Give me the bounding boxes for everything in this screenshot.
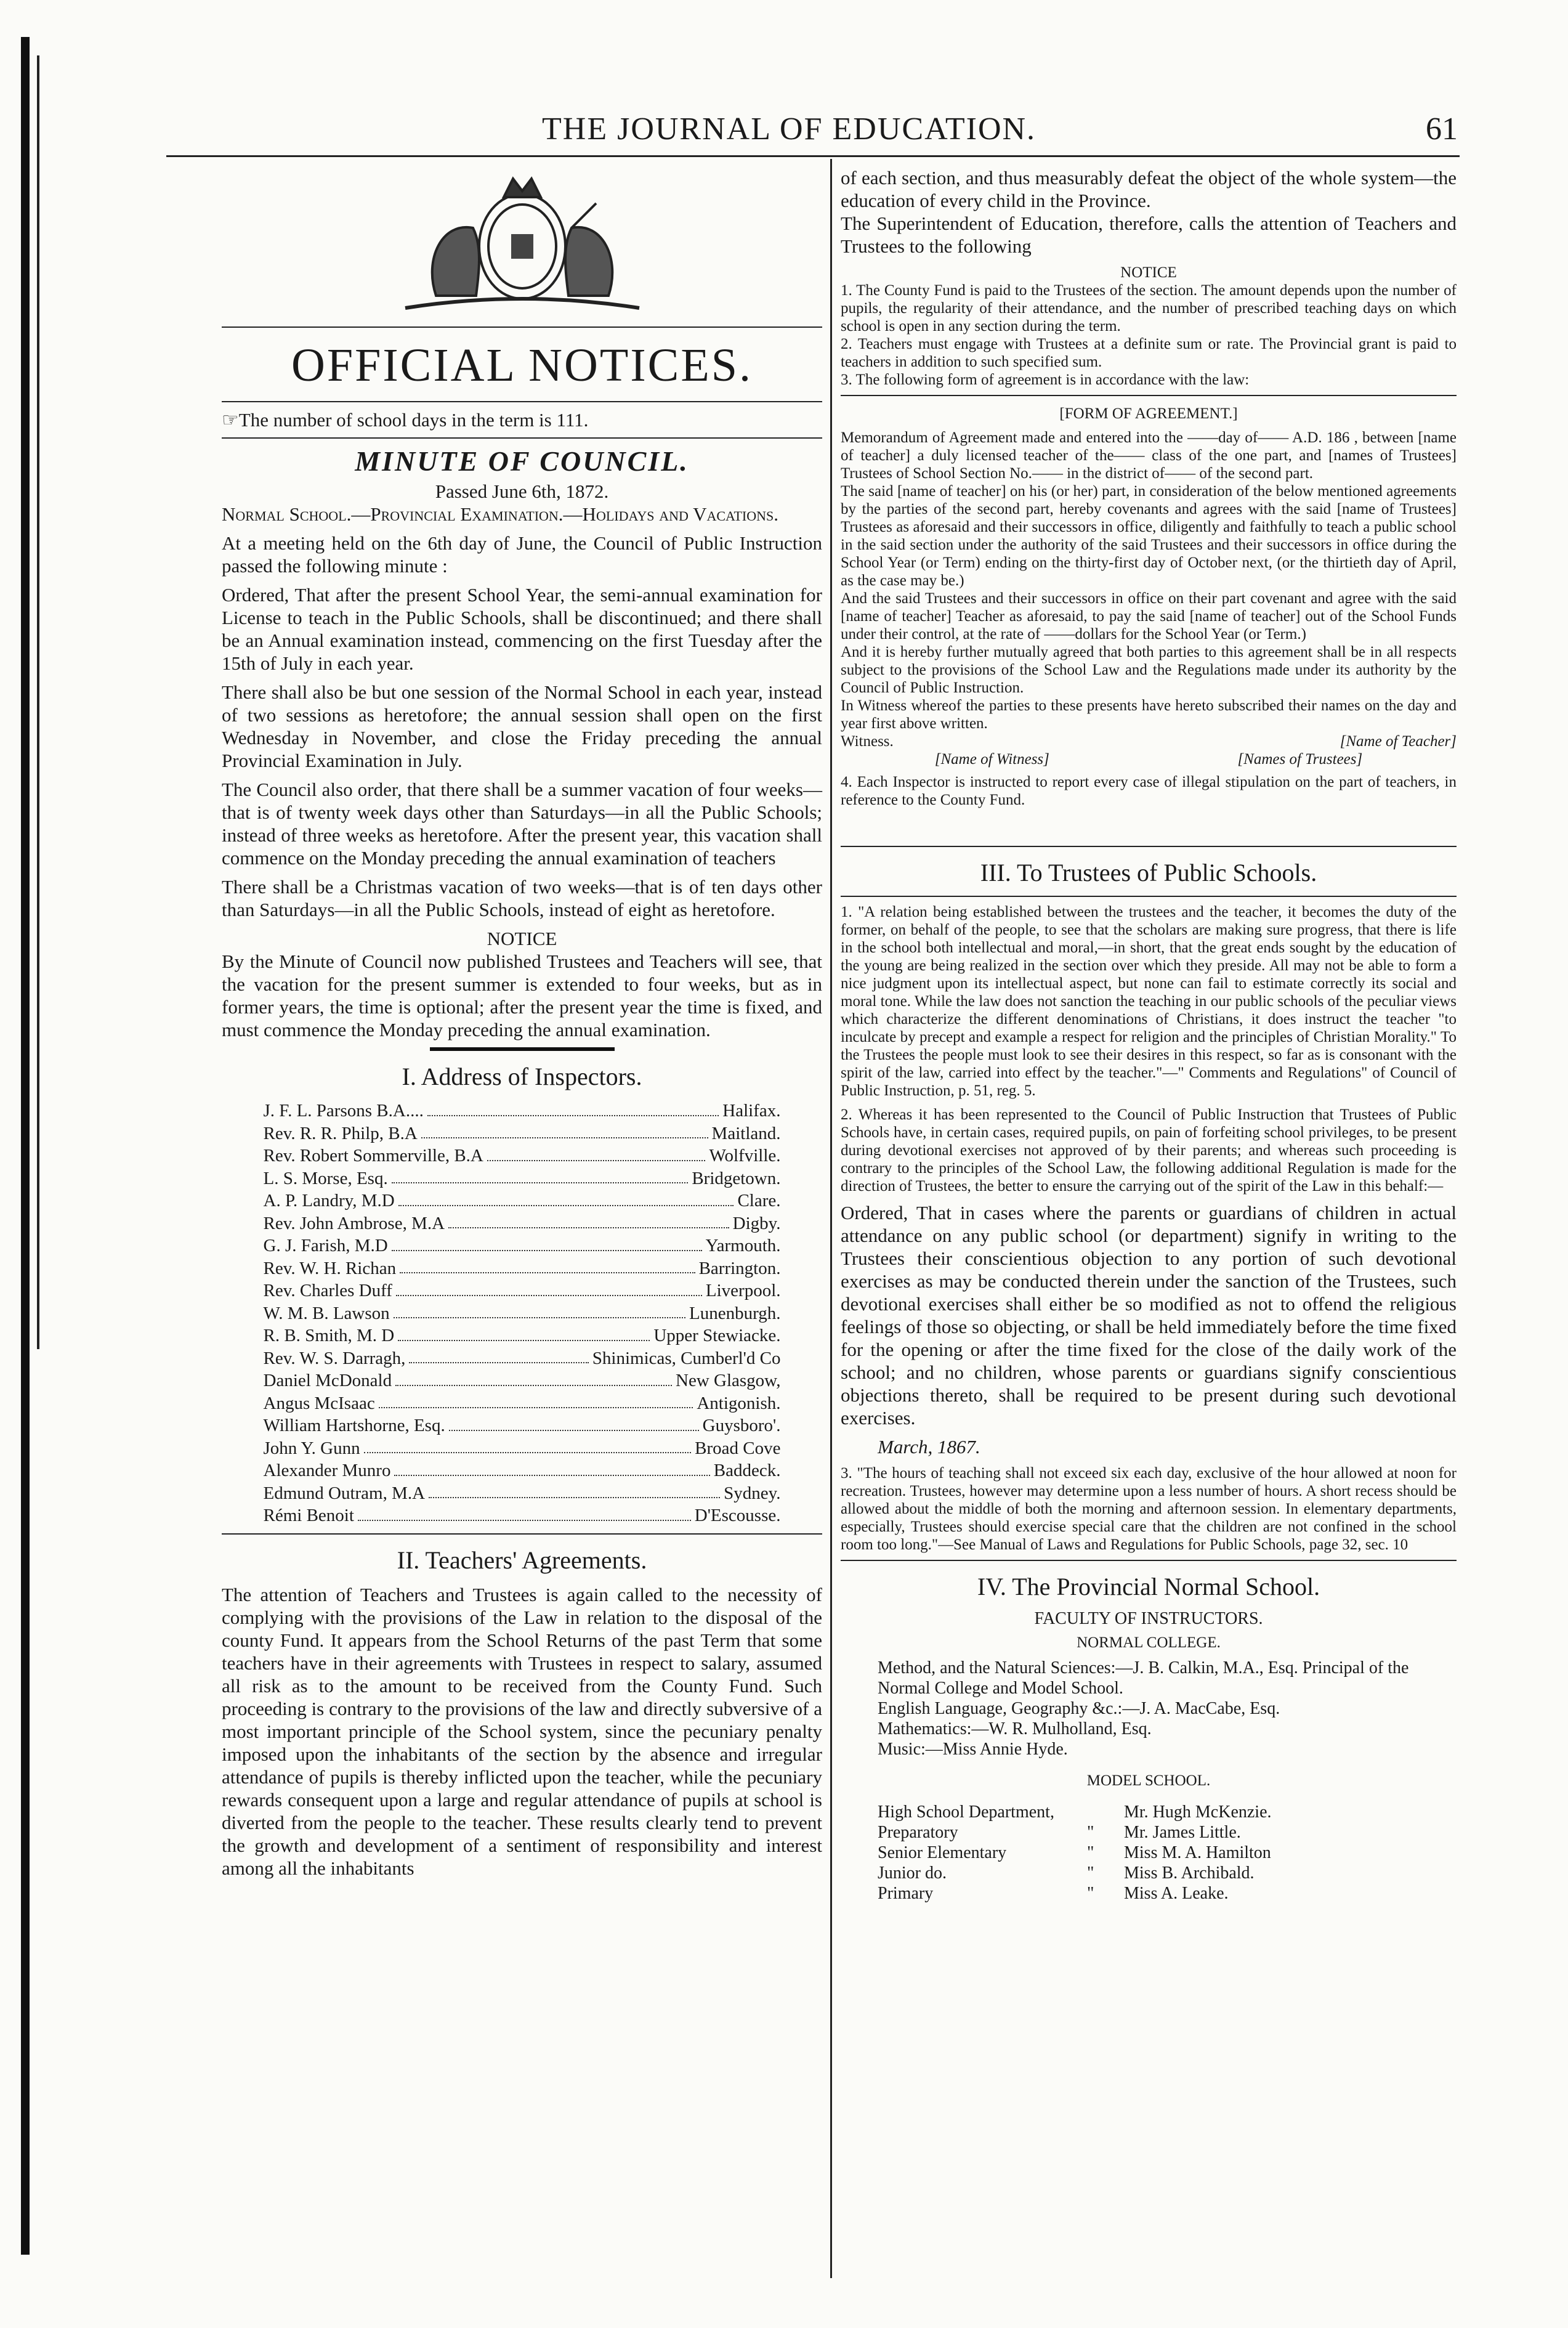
list-item: R. B. Smith, M. D Upper Stewiacke.: [263, 1326, 781, 1345]
normal-school-heading: IV. The Provincial Normal School.: [977, 1573, 1320, 1600]
right-column: [841, 166, 1457, 1904]
notice-text: By the Minute of Council now published Trustees and Teachers will see, that the vacation for the present summer is extended to four weeks, but as in former years, the time is optional; after the present year the time is fixed, and must commence the Monday preceding the annual examination.: [222, 951, 822, 1040]
list-item: Rev. R. R. Philp, B.A Maitland.: [263, 1123, 781, 1143]
rule: [841, 846, 1457, 847]
notice-item: 3. The following form of agreement is in accordance with the law:: [841, 371, 1250, 388]
list-item: Senior Elementary " Miss M. A. Hamilton: [878, 1843, 1271, 1862]
journal-title: THE JOURNAL OF EDUCATION.: [542, 112, 1037, 147]
notice-item: 2. Teachers must engage with Trustees at a definite sum or rate. The Provincial grant is paid to teachers in addition to such specified sum.: [841, 336, 1457, 370]
official-notices-heading: OFFICIAL NOTICES.: [291, 339, 753, 391]
page-number: 61: [1426, 112, 1458, 147]
trustees-item: 2. Whereas it has been represented to the Council of Public Instruction that Trustees of Public Schools have, in certain cases, required pupils, on pain of forfeiting school privileges, to be present during devotional exercises not approved of by their parents; and whereas such proceeding is contrary to the principles of the School Law, the following additional Regulation is made for the direction of Trustees, the better to ensure the carrying out of the spirit of the Law in this behalf:—: [841, 1106, 1457, 1194]
notice-heading: NOTICE: [1120, 264, 1177, 281]
hours-item: 3. "The hours of teaching shall not exceed six each day, exclusive of the hour allowed at noon for recreation. Trustees, however may determine upon a less number of hours. A short recess should be allowed about the middle of both the morning and afternoon session. In elementary departments, especially, Trustees should exercise special care that the children are not confined in the school room too long."—See Manual of Laws and Regulations for Public Schools, page 32, sec. 10: [841, 1465, 1457, 1553]
form-text: And the said Trustees and their successors in office on their part covenant and agree with the said [name of teacher] Teacher as aforesaid, to pay the said [name of teacher] out of the School Funds under their control, at the rate of ——dollars for the School Year (or Term.): [841, 590, 1457, 643]
inspectors-heading: I. Address of Inspectors.: [402, 1063, 642, 1090]
left-column: [222, 166, 822, 1886]
continuation-text: of each section, and thus measurably defeat the object of the whole system—the education of every child in the Province.: [841, 167, 1457, 211]
notice-item: 4. Each Inspector is instructed to report every case of illegal stipulation on the part of teachers, in reference to the County Fund.: [841, 774, 1457, 808]
notice-item: 1. The County Fund is paid to the Trustees of the section. The amount depends upon the number of pupils, the regularity of their attendance, and the number of prescribed teaching days on which school is open in any section during the term.: [841, 282, 1457, 335]
teacher-name-placeholder: [Name of Teacher]: [1340, 733, 1457, 750]
form-text: Memorandum of Agreement made and entered into the ——day of—— A.D. 186 , between [name of teacher] a duly licensed teacher of the—— class of the one part, and [names of Trustees] Trustees of School Section No.—— in the district of—— of the second part.: [841, 429, 1457, 482]
list-item: L. S. Morse, Esq. Bridgetown.: [263, 1168, 781, 1188]
rule: [841, 1560, 1457, 1561]
trustees-item: 1. "A relation being established between the trustees and the teacher, it becomes the duty of the former, on behalf of the people, to see that the scholars are making sure progress, that there is life in the school both intellectual and moral,—in short, that the great ends sought by the education of the young are being realized in the section over which they preside. All may not be able to form a nice judgment upon its intellectual aspect, but none can fail to estimate correctly its social and moral tone. While the law does not sanction the teaching in our public schools of the peculiar views which characterize the different denominations of Christians, it does instruct the teacher "to inculcate by precept and example a respect for religion and the principles of Christian Morality." To the Trustees the people must look to see their desires in this respect, so far as is consonant with the spirit of the law, carried into effect by the teacher."—" Comments and Regulations" of Council of Public Instruction, p. 51, reg. 5.: [841, 904, 1457, 1099]
list-item: Rev. W. S. Darragh, Shinimicas, Cumberl'd Co: [263, 1348, 781, 1368]
superintendent-text: The Superintendent of Education, therefore, calls the attention of Teachers and Trustees to the following: [841, 213, 1457, 257]
list-item: W. M. B. Lawson Lunenburgh.: [263, 1303, 781, 1323]
list-item: A. P. Landry, M.D Clare.: [263, 1191, 781, 1211]
list-item: Rev. John Ambrose, M.A Digby.: [263, 1213, 781, 1233]
list-item: Rev. Charles Duff Liverpool.: [263, 1281, 781, 1300]
rule: [222, 1533, 822, 1535]
minute-paragraph: At a meeting held on the 6th day of June, the Council of Public Instruction passed the following minute :: [222, 532, 822, 577]
list-item: English Language, Geography &c.:—J. A. MacCabe, Esq.: [878, 1699, 1280, 1718]
rule: [222, 437, 822, 439]
list-item: Junior do. " Miss B. Archibald.: [878, 1864, 1255, 1883]
list-item: Rev. Robert Sommerville, B.A Wolfville.: [263, 1146, 781, 1166]
subject-line: Normal School.—Provincial Examination.—Holidays and Vacations.: [222, 503, 779, 525]
minute-paragraph: There shall be a Christmas vacation of two weeks—that is of ten days other than Saturdays—in all the Public Schools, instead of eight as heretofore.: [222, 876, 822, 920]
list-item: Method, and the Natural Sciences:—J. B. Calkin, M.A., Esq. Principal of the Normal College and Model School.: [878, 1658, 1409, 1698]
list-item: Mathematics:—W. R. Mulholland, Esq.: [878, 1719, 1152, 1738]
form-text: And it is hereby further mutually agreed that both parties to this agreement shall be in all respects subject to the provisions of the School Law and the Regulations made under its authority by the Council of Public Instruction.: [841, 644, 1457, 696]
form-text: The said [name of teacher] on his (or her) part, in consideration of the below mentioned agreements by the parties of the second part, hereby covenants and agrees with the said [name of Trustees] Trustees as aforesaid and their successors in office, diligently and faithfully to teach a public school in the said section under the authority of the said Trustees and their successors in office during the School Year (or Term) ending on the thirty-first day of October next, (or the thirtieth day of April, as the case may be.): [841, 483, 1457, 589]
list-item: Alexander Munro Baddeck.: [263, 1461, 781, 1480]
witness-label: Witness.: [841, 733, 894, 750]
list-item: J. F. L. Parsons B.A.... Halifax.: [263, 1101, 781, 1121]
faculty-list: [878, 1658, 1457, 1759]
inspectors-list: [264, 1100, 781, 1527]
school-days-note: ☞The number of school days in the term is 111.: [222, 409, 589, 431]
form-text: In Witness whereof the parties to these presents have hereto subscribed their names on the day and year first above written.: [841, 697, 1457, 732]
minute-paragraph: The Council also order, that there shall be a summer vacation of four weeks—that is of twenty week days other than Saturdays—in all the Public Schools; instead of three weeks as heretofore. After the present year, this vacation shall commence on the Monday preceding the annual examination of teachers: [222, 779, 822, 869]
minute-heading: MINUTE OF COUNCIL.: [355, 445, 689, 477]
witness-name-placeholder: [Name of Witness]: [934, 751, 1049, 768]
rule: [222, 401, 822, 402]
list-item: William Hartshorne, Esq. Guysboro'.: [263, 1416, 781, 1435]
normal-college-heading: NORMAL COLLEGE.: [1077, 1634, 1221, 1651]
model-school-list: [878, 1802, 1457, 1904]
list-item: Preparatory " Mr. James Little.: [878, 1823, 1241, 1842]
trustees-name-placeholder: [Names of Trustees]: [1237, 751, 1363, 768]
list-item: Rev. W. H. Richan Barrington.: [263, 1258, 781, 1278]
list-item: Primary " Miss A. Leake.: [878, 1884, 1229, 1903]
list-item: Angus McIsaac Antigonish.: [263, 1393, 781, 1413]
rule: [841, 395, 1457, 396]
faculty-heading: FACULTY OF INSTRUCTORS.: [1034, 1609, 1263, 1628]
list-item: G. J. Farish, M.D Yarmouth.: [263, 1236, 781, 1255]
rule: [841, 896, 1457, 897]
agreements-heading: II. Teachers' Agreements.: [397, 1546, 647, 1574]
list-item: Daniel McDonald New Glasgow,: [263, 1371, 781, 1390]
list-item: Edmund Outram, M.A Sydney.: [263, 1483, 781, 1503]
scan-edge-mark-inner: [37, 55, 39, 1349]
agreements-text: The attention of Teachers and Trustees is again called to the necessity of complying with the provisions of the Law in relation to the disposal of the county Fund. It appears from the School Returns of the past Term that some teachers have in their agreements with Trustees in respect to salary, assumed all risk as to the amount to be received from the County Fund. Such proceeding is contrary to the provisions of the law and directly subversive of a most important principle of the School system, since the pecuniary penalty imposed upon the inhabitants of the section by the absence and irregular attendance of pupils is thereby inflicted upon the teacher, while the pecuniary rewards consequent upon a large and regular attendance of pupils at school is diverted from the people to the teacher. These results clearly tend to prevent the growth and development of a sentiment of responsibility and interest among all the inhabitants: [222, 1583, 822, 1879]
rule: [222, 326, 822, 328]
notice-heading: NOTICE: [487, 928, 557, 949]
header-rule: [166, 155, 1460, 157]
scan-edge-mark: [21, 37, 30, 2255]
royal-coat-of-arms-icon: [350, 166, 695, 320]
list-item: John Y. Gunn Broad Cove: [263, 1438, 781, 1458]
column-divider: [830, 159, 832, 2278]
list-item: High School Department, Mr. Hugh McKenzie.: [878, 1803, 1272, 1822]
passed-date: Passed June 6th, 1872.: [435, 481, 609, 502]
signature-line: [841, 750, 1457, 768]
trustees-heading: III. To Trustees of Public Schools.: [980, 859, 1317, 886]
list-item: Rémi Benoit D'Escousse.: [263, 1506, 781, 1525]
signature-line: [841, 732, 1457, 750]
form-heading: [FORM OF AGREEMENT.]: [1059, 405, 1238, 422]
ordered-text: Ordered, That in cases where the parents or guardians of children in actual attendance on any public school (or department) signify in writing to the Trustees their conscientious objection to any portion of such devotional exercises as may be conducted therein under the sanction of the Trustees, such devotional exercises shall either be so modified as not to offend the religious feelings of those so objecting, or shall be held immediately before the time fixed for the opening or after the time fixed for the close of the daily work of the school; and no children, whose parents or guardians signify conscientious objections thereto, shall be required to be present during such devotional exercises.: [841, 1202, 1457, 1429]
march-date: March, 1867.: [878, 1436, 980, 1458]
minute-paragraph: Ordered, That after the present School Year, the semi-annual examination for License to teach in the Public Schools, shall be discontinued; and there shall be an Annual examination instead, commencing on the first Tuesday after the 15th of July in each year.: [222, 584, 822, 674]
list-item: Music:—Miss Annie Hyde.: [878, 1740, 1068, 1759]
model-school-heading: MODEL SCHOOL.: [1086, 1772, 1211, 1789]
minute-paragraph: There shall also be but one session of the Normal School in each year, instead of two sessions as heretofore; the annual session shall open on the first Wednesday in November, and close the Friday preceding the annual Provincial Examination in July.: [222, 681, 822, 771]
section-rule: [430, 1047, 615, 1051]
